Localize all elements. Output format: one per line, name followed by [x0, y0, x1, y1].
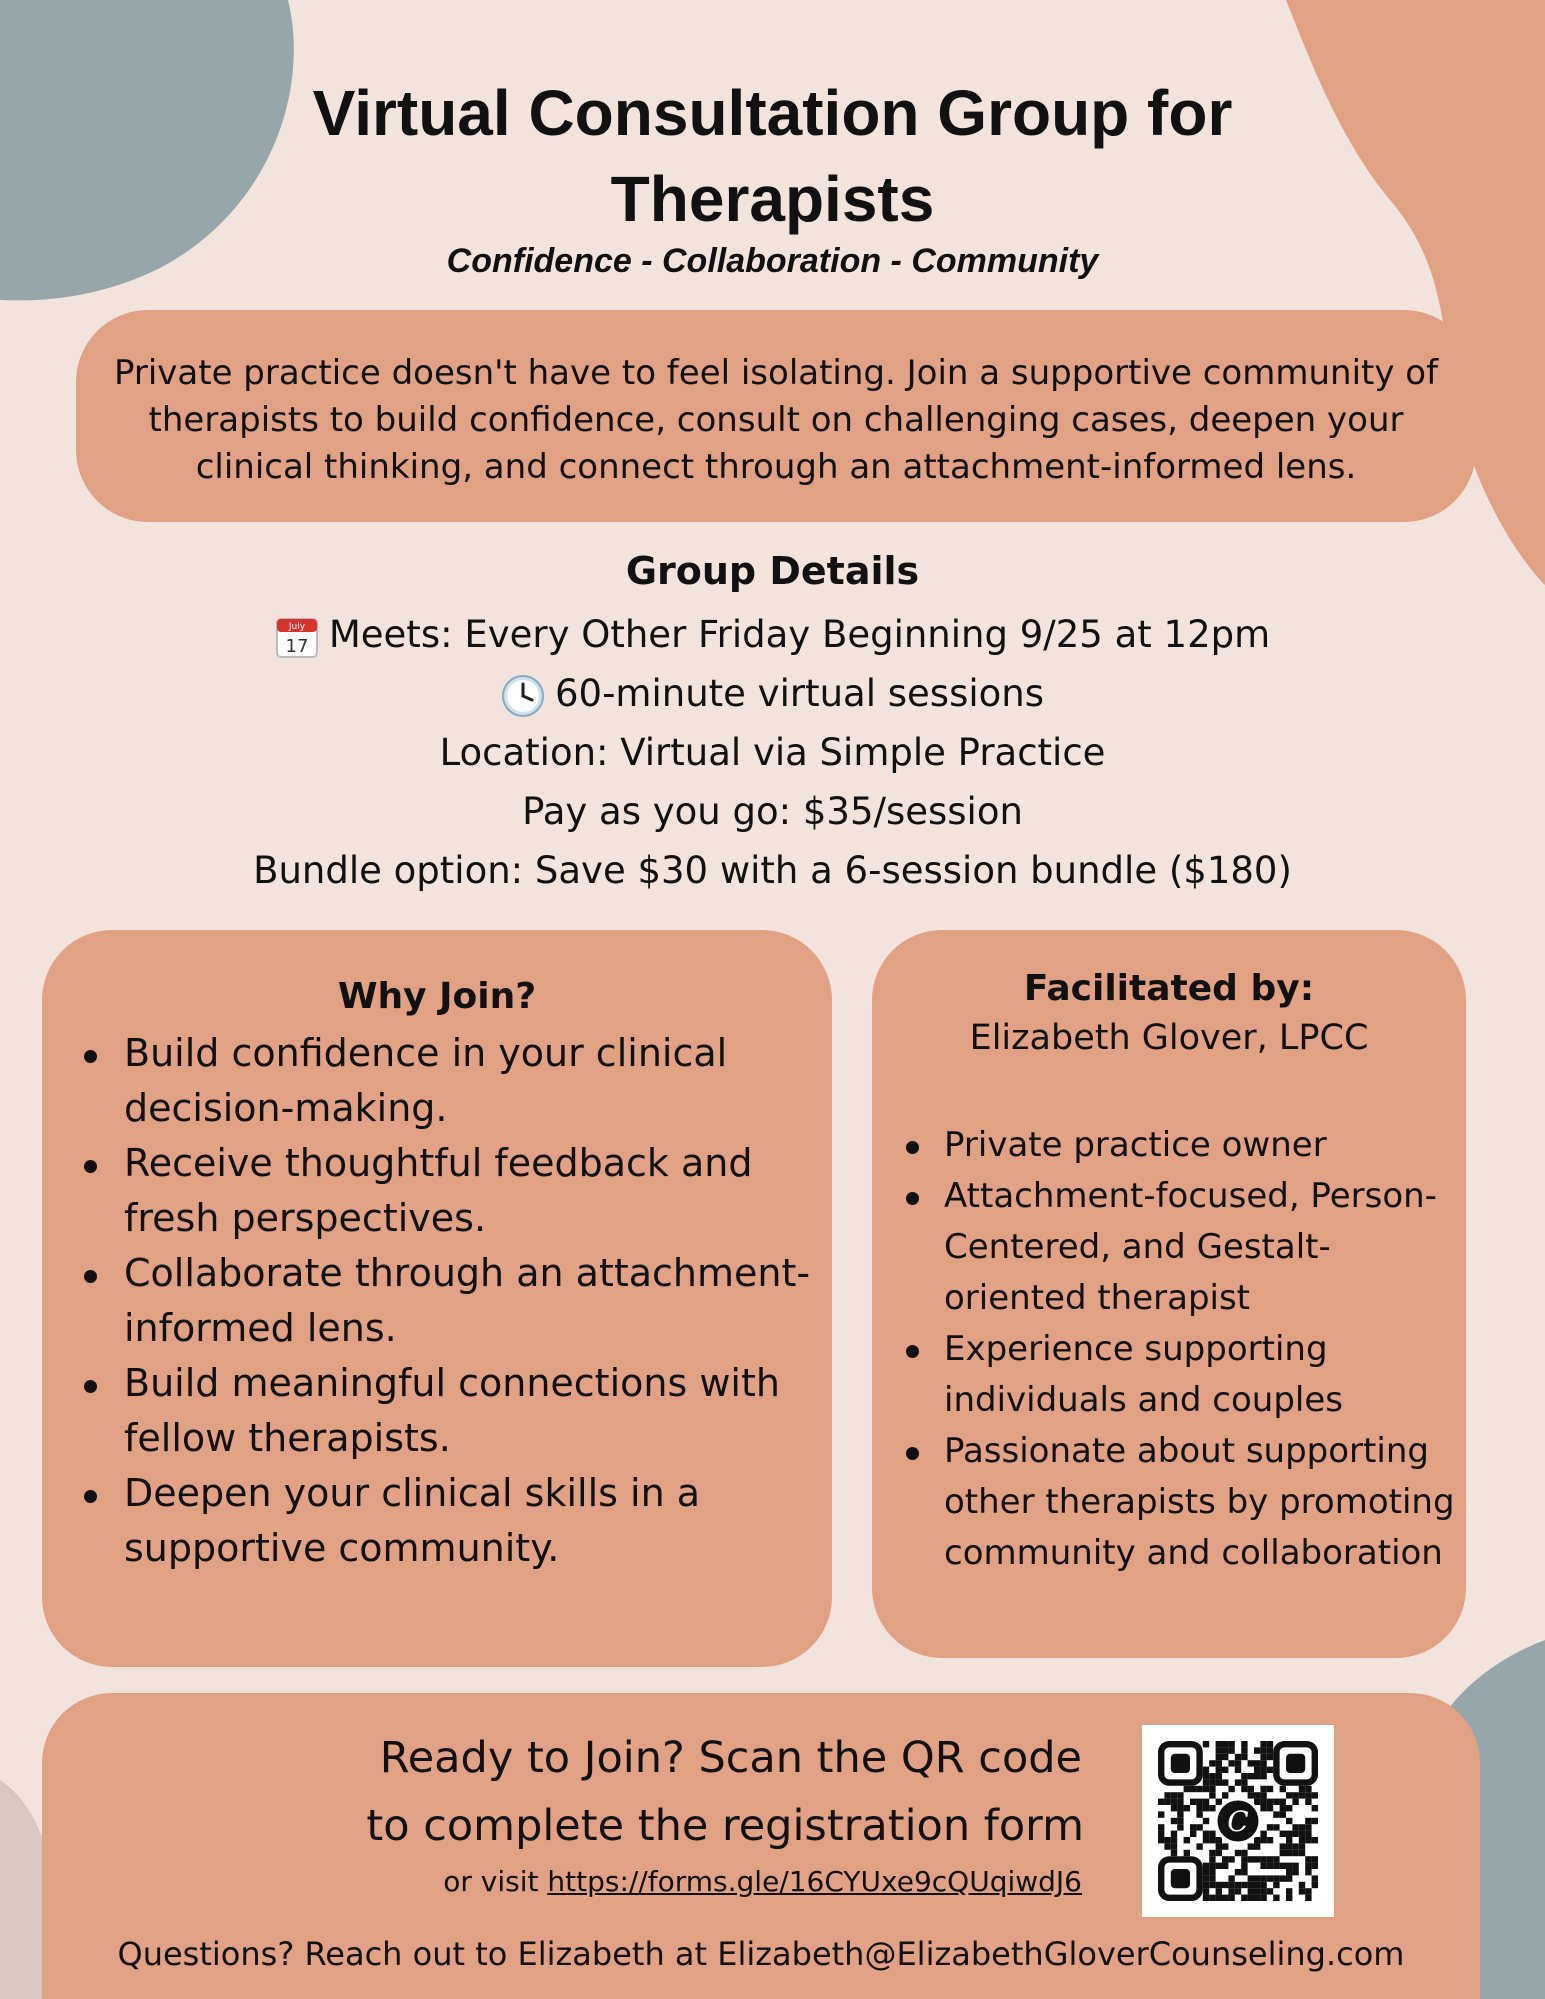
list-item: Attachment-focused, Person-Centered, and Gestalt-oriented therapist [944, 1171, 1462, 1324]
cta-line-2: to complete the registration form [366, 1801, 1084, 1851]
sessions-text: 60-minute virtual sessions [555, 672, 1044, 715]
title-line-1: Virtual Consultation Group for [312, 77, 1233, 149]
meets-text: Meets: Every Other Friday Beginning 9/25 at 12pm [328, 613, 1271, 656]
calendar-icon [275, 615, 319, 659]
list-item: Build confidence in your clinical decision-making. [124, 1026, 822, 1136]
list-item: Receive thoughtful feedback and fresh perspectives. [124, 1136, 822, 1246]
list-item: Build meaningful connections with fellow therapists. [124, 1356, 822, 1466]
cta-line-1: Ready to Join? Scan the QR code [379, 1733, 1082, 1783]
pay-row: Pay as you go: $35/session [522, 790, 1023, 833]
qr-code-image [1142, 1725, 1334, 1917]
list-item: Passionate about supporting other therapists by promoting community and collaboration [944, 1426, 1462, 1579]
intro-text: Private practice doesn't have to feel isolating. Join a supportive community of therapists to build confidence, consult on challenging cases, deepen your clinical thinking, and connect through an attachment-informed lens. [113, 353, 1439, 487]
group-details-heading: Group Details [625, 549, 920, 593]
location-row: Location: Virtual via Simple Practice [439, 731, 1106, 774]
facilitator-list [872, 1120, 1466, 1579]
facilitator-heading: Facilitated by: [1023, 968, 1315, 1009]
registration-panel [42, 1693, 1480, 1999]
why-join-list [42, 1026, 832, 1576]
tagline: Confidence - Collaboration - Community [446, 242, 1099, 280]
page-title [0, 70, 1545, 242]
qr-code[interactable] [1142, 1725, 1334, 1917]
visit-line [443, 1861, 1082, 1903]
calendar-icon-month: July [288, 621, 305, 632]
bundle-row: Bundle option: Save $30 with a 6-session bundle ($180) [253, 849, 1292, 892]
list-item: Deepen your clinical skills in a supportive community. [124, 1466, 822, 1576]
list-item: Experience supporting individuals and couples [944, 1324, 1462, 1426]
why-join-card [42, 930, 832, 1667]
title-line-2: Therapists [610, 163, 935, 235]
qr-logo-letter: C [1227, 1805, 1249, 1838]
why-join-heading: Why Join? [337, 976, 537, 1017]
clock-icon [501, 674, 545, 718]
calendar-icon-day: 17 [285, 635, 309, 657]
intro-panel [76, 310, 1476, 522]
registration-link[interactable]: https://forms.gle/16CYUxe9cQUqiwdJ6 [547, 1865, 1082, 1898]
facilitator-name: Elizabeth Glover, LPCC [969, 1018, 1369, 1058]
facilitator-card [872, 930, 1466, 1658]
meets-row [0, 605, 1545, 664]
sessions-row [0, 664, 1545, 723]
list-item: Private practice owner [944, 1120, 1462, 1171]
list-item: Collaborate through an attachment-informed lens. [124, 1246, 822, 1356]
visit-prefix: or visit [443, 1865, 548, 1898]
questions-line: Questions? Reach out to Elizabeth at Elizabeth@ElizabethGloverCounseling.com [117, 1935, 1405, 1973]
group-details [0, 545, 1545, 900]
